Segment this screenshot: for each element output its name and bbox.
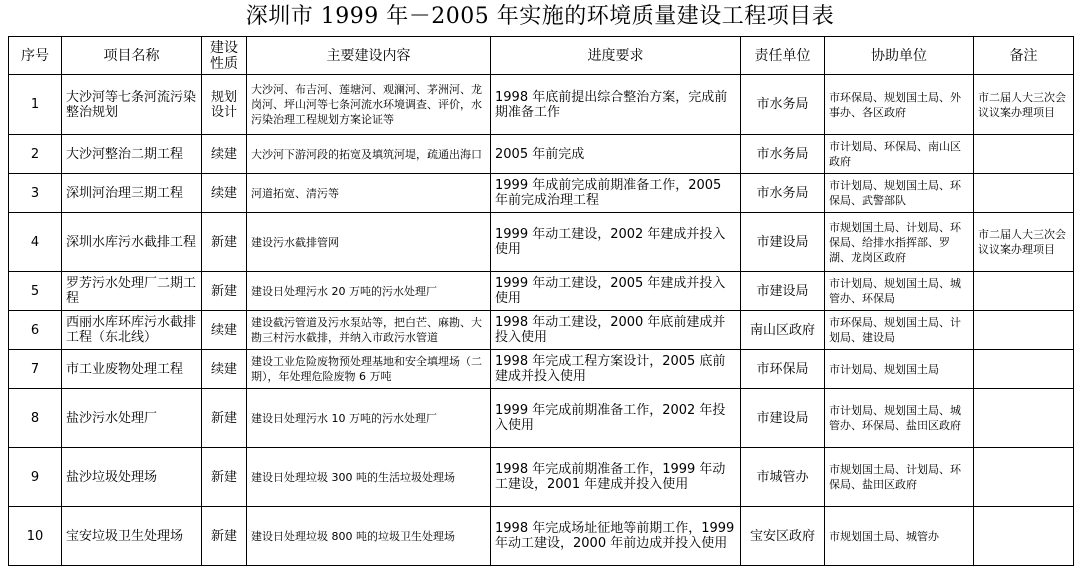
table-row — [9, 448, 1074, 507]
cell-assist: 市规划国土局、计划局、环保局、给排水指挥部、罗湖、龙岗区政府 — [825, 213, 974, 272]
cell-progress: 1998 年动工建设，2000 年底前建成并投入使用 — [491, 311, 741, 350]
cell-note — [974, 272, 1074, 311]
cell-progress: 1998 年完成工程方案设计，2005 底前建成并投入使用 — [491, 350, 741, 389]
cell-content: 建设日处理污水 10 万吨的污水处理厂 — [247, 389, 491, 448]
cell-project-name: 宝安垃圾卫生处理场 — [62, 507, 202, 566]
cell-content: 建设日处理垃圾 300 吨的生活垃圾处理场 — [247, 448, 491, 507]
cell-responsible: 市建设局 — [741, 389, 825, 448]
header-cell: 建设性质 — [202, 37, 247, 75]
cell-content: 建设日处理污水 20 万吨的污水处理厂 — [247, 272, 491, 311]
cell-nature: 新建 — [202, 213, 247, 272]
cell-content: 建设截污管道及污水泵站等，把白芒、麻勘、大勘三村污水截排，并纳入市政污水管道 — [247, 311, 491, 350]
cell-assist: 市计划局、规划国土局、城管办、环保局 — [825, 272, 974, 311]
cell-nature: 新建 — [202, 272, 247, 311]
cell-note — [974, 135, 1074, 174]
cell-responsible: 市水务局 — [741, 135, 825, 174]
cell-nature: 续建 — [202, 135, 247, 174]
cell-project-name: 大沙河整治二期工程 — [62, 135, 202, 174]
table-row — [9, 389, 1074, 448]
cell-content: 大沙河、布吉河、莲塘河、观澜河、茅洲河、龙岗河、坪山河等七条河流水环境调查、评价，水污染治理工程规划方案论证等 — [247, 75, 491, 135]
cell-progress: 1998 年完成前期准备工作，1999 年动工建设，2001 年建成并投入使用 — [491, 448, 741, 507]
cell-assist: 市规划国土局、计划局、环保局、盐田区政府 — [825, 448, 974, 507]
cell-progress: 1999 年动工建设，2005 年建成并投入使用 — [491, 272, 741, 311]
cell-number: 2 — [9, 135, 62, 174]
cell-number: 3 — [9, 174, 62, 213]
page-title: 深圳市 1999 年－2005 年实施的环境质量建设工程项目表 — [245, 4, 835, 29]
cell-assist: 市环保局、规划国土局、计划局、建设局 — [825, 311, 974, 350]
cell-number: 7 — [9, 350, 62, 389]
cell-nature: 新建 — [202, 507, 247, 566]
cell-note: 市二届人大三次会议议案办理项目 — [974, 75, 1074, 135]
cell-progress: 1999 年动工建设，2002 年建成并投入使用 — [491, 213, 741, 272]
cell-responsible: 市建设局 — [741, 272, 825, 311]
cell-project-name: 盐沙污水处理厂 — [62, 389, 202, 448]
header-cell: 序号 — [9, 37, 62, 75]
cell-content: 河道拓宽、清污等 — [247, 174, 491, 213]
cell-number: 8 — [9, 389, 62, 448]
table-row — [9, 507, 1074, 566]
cell-responsible: 市建设局 — [741, 213, 825, 272]
cell-responsible: 市水务局 — [741, 75, 825, 135]
cell-content: 建设污水截排管网 — [247, 213, 491, 272]
table-row — [9, 213, 1074, 272]
cell-nature: 续建 — [202, 174, 247, 213]
table-row — [9, 75, 1074, 135]
cell-project-name: 深圳河治理三期工程 — [62, 174, 202, 213]
cell-number: 10 — [9, 507, 62, 566]
cell-project-name: 西丽水库环库污水截排工程（东北线） — [62, 311, 202, 350]
cell-content: 建设工业危险废物预处理基地和安全填埋场（二期），年处理危险废物 6 万吨 — [247, 350, 491, 389]
cell-assist: 市计划局、规划国土局 — [825, 350, 974, 389]
cell-responsible: 市环保局 — [741, 350, 825, 389]
cell-responsible: 市城管办 — [741, 448, 825, 507]
cell-note — [974, 507, 1074, 566]
cell-nature: 新建 — [202, 448, 247, 507]
cell-assist: 市计划局、规划国土局、城管办、环保局、盐田区政府 — [825, 389, 974, 448]
cell-project-name: 盐沙垃圾处理场 — [62, 448, 202, 507]
cell-assist: 市环保局、规划国土局、外事办、各区政府 — [825, 75, 974, 135]
cell-nature: 规划设计 — [202, 75, 247, 135]
header-cell: 主要建设内容 — [247, 37, 491, 75]
table-header-row — [9, 37, 1074, 75]
cell-number: 6 — [9, 311, 62, 350]
cell-assist: 市计划局、环保局、南山区政府 — [825, 135, 974, 174]
cell-note — [974, 448, 1074, 507]
project-table — [8, 36, 1074, 566]
cell-number: 4 — [9, 213, 62, 272]
cell-note — [974, 174, 1074, 213]
cell-project-name: 深圳水库污水截排工程 — [62, 213, 202, 272]
table-row — [9, 135, 1074, 174]
cell-nature: 续建 — [202, 311, 247, 350]
cell-responsible: 宝安区政府 — [741, 507, 825, 566]
table-row — [9, 311, 1074, 350]
cell-number: 1 — [9, 75, 62, 135]
cell-note: 市二届人大三次会议议案办理项目 — [974, 213, 1074, 272]
cell-responsible: 南山区政府 — [741, 311, 825, 350]
cell-note — [974, 350, 1074, 389]
cell-number: 9 — [9, 448, 62, 507]
table-row — [9, 350, 1074, 389]
cell-project-name: 大沙河等七条河流污染整治规划 — [62, 75, 202, 135]
cell-progress: 1998 年底前提出综合整治方案，完成前期准备工作 — [491, 75, 741, 135]
header-cell: 责任单位 — [741, 37, 825, 75]
cell-content: 建设日处理垃圾 800 吨的垃圾卫生处理场 — [247, 507, 491, 566]
header-cell: 备注 — [974, 37, 1074, 75]
cell-note — [974, 311, 1074, 350]
cell-progress: 1998 年完成场址征地等前期工作，1999 年动工建设，2000 年前边成并投入使用 — [491, 507, 741, 566]
table-row — [9, 272, 1074, 311]
header-cell: 项目名称 — [62, 37, 202, 75]
cell-project-name: 罗芳污水处理厂二期工程 — [62, 272, 202, 311]
cell-note — [974, 389, 1074, 448]
cell-nature: 续建 — [202, 350, 247, 389]
cell-number: 5 — [9, 272, 62, 311]
cell-progress: 1999 年完成前期准备工作，2002 年投入使用 — [491, 389, 741, 448]
cell-assist: 市计划局、规划国土局、环保局、武警部队 — [825, 174, 974, 213]
cell-project-name: 市工业废物处理工程 — [62, 350, 202, 389]
cell-progress: 2005 年前完成 — [491, 135, 741, 174]
cell-nature: 新建 — [202, 389, 247, 448]
cell-content: 大沙河下游河段的拓宽及填筑河堤，疏通出海口 — [247, 135, 491, 174]
cell-assist: 市规划国土局、城管办 — [825, 507, 974, 566]
header-cell: 进度要求 — [491, 37, 741, 75]
table-row — [9, 174, 1074, 213]
cell-progress: 1999 年成前完成前期准备工作，2005 年前完成治理工程 — [491, 174, 741, 213]
header-cell: 协助单位 — [825, 37, 974, 75]
cell-responsible: 市水务局 — [741, 174, 825, 213]
